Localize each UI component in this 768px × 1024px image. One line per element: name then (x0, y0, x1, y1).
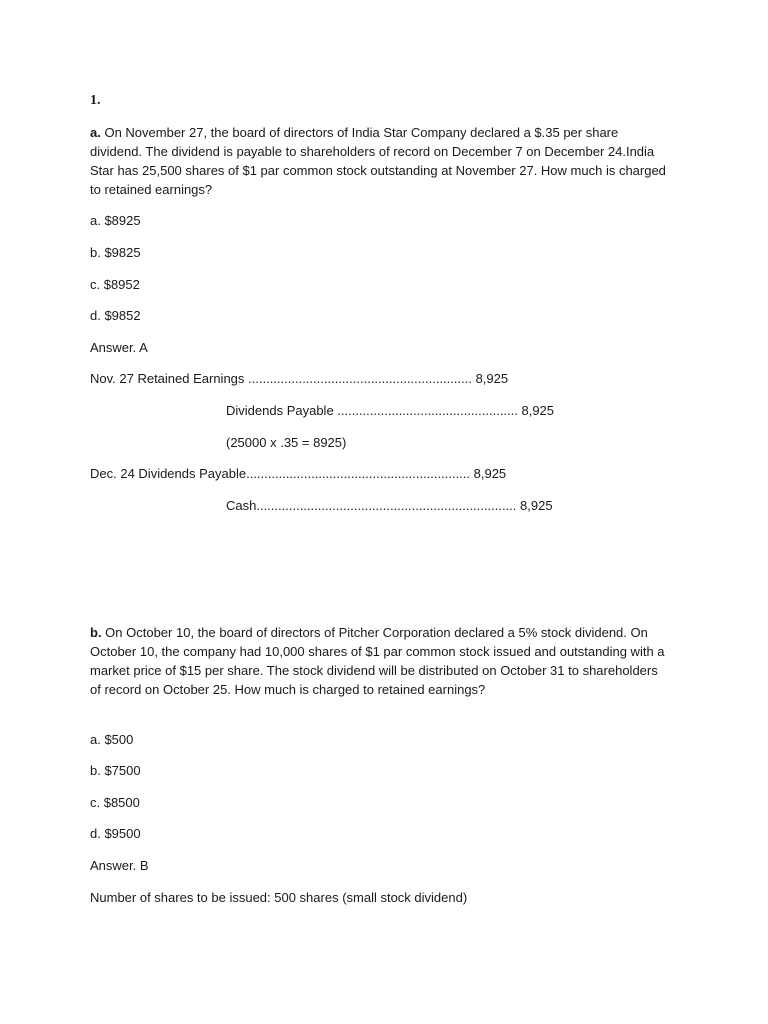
part-b-answer: Answer. B (90, 858, 149, 873)
part-b-option-d: d. $9500 (90, 826, 141, 841)
part-b-option-b: b. $7500 (90, 763, 141, 778)
part-a-question (90, 123, 670, 199)
part-a-label: a. (90, 125, 101, 140)
part-a-question-text: On November 27, the board of directors of India Star Company declared a $.35 per share dividend. The dividend is payable to shareholders of record on December 7 on December 24.India Star has 25,500 shares of $1 par common stock outstanding at November 27. How much is charged to retained earnings? (90, 125, 666, 197)
part-a-option-c: c. $8952 (90, 277, 140, 292)
part-b-note: Number of shares to be issued: 500 shares (small stock dividend) (90, 890, 468, 905)
part-b-option-a: a. $500 (90, 732, 134, 747)
part-a-option-a: a. $8925 (90, 213, 141, 228)
part-a-answer: Answer. A (90, 340, 148, 355)
journal-entry-1-debit: Nov. 27 Retained Earnings .............................................................. 8,925 (90, 371, 509, 386)
question-number: 1. (90, 93, 101, 108)
part-a-option-b: b. $9825 (90, 245, 141, 260)
journal-entry-2-debit: Dec. 24 Dividends Payable.............................................................. 8,925 (90, 466, 507, 481)
part-b-label: b. (90, 625, 102, 640)
journal-entry-1-credit: Dividends Payable .................................................. 8,925 (226, 403, 555, 418)
part-b-question (90, 623, 670, 699)
journal-entry-1-note: (25000 x .35 = 8925) (226, 435, 347, 450)
part-a-option-d: d. $9852 (90, 308, 141, 323)
part-b-option-c: c. $8500 (90, 795, 140, 810)
journal-entry-2-credit: Cash........................................................................ 8,925 (226, 498, 553, 513)
part-b-question-text: On October 10, the board of directors of Pitcher Corporation declared a 5% stock dividend. On October 10, the company had 10,000 shares of $1 par common stock issued and outstanding with a market price of $15 per share. The stock dividend will be distributed on October 31 to shareholders of record on October 25. How much is charged to retained earnings? (90, 625, 665, 697)
